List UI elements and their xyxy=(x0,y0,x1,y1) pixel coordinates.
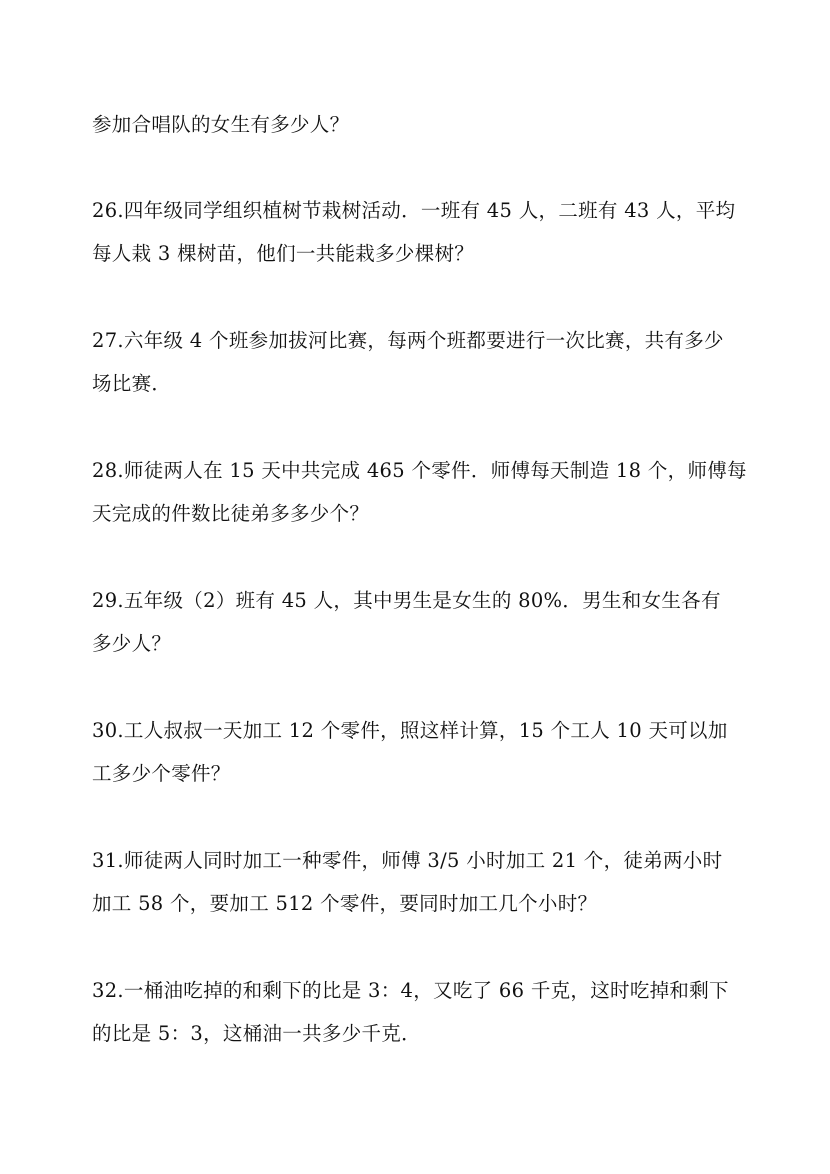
question-continuation xyxy=(92,110,752,153)
question-31 xyxy=(92,846,752,932)
question-30 xyxy=(92,716,752,802)
question-line: 28.师徒两人在 15 天中共完成 465 个零件．师傅每天制造 18 个，师傅每 xyxy=(92,459,747,482)
question-line: 26.四年级同学组织植树节栽树活动．一班有 45 人，二班有 43 人，平均 xyxy=(92,199,736,222)
question-line: 32.一桶油吃掉的和剩下的比是 3：4，又吃了 66 千克，这时吃掉和剩下 xyxy=(92,979,729,1002)
question-line: 场比赛． xyxy=(92,372,172,395)
question-26 xyxy=(92,196,752,282)
question-line: 加工 58 个，要加工 512 个零件，要同时加工几个小时？ xyxy=(92,892,598,915)
question-line: 30.工人叔叔一天加工 12 个零件，照这样计算，15 个工人 10 天可以加 xyxy=(92,719,728,742)
question-line: 的比是 5：3，这桶油一共多少千克． xyxy=(92,1022,421,1045)
question-32 xyxy=(92,976,752,1062)
question-line: 29.五年级（2）班有 45 人，其中男生是女生的 80%．男生和女生各有 xyxy=(92,589,721,612)
question-line: 31.师徒两人同时加工一种零件，师傅 3/5 小时加工 21 个，徒弟两小时 xyxy=(92,849,723,872)
question-line: 多少人？ xyxy=(92,632,172,655)
question-line: 27.六年级 4 个班参加拔河比赛，每两个班都要进行一次比赛，共有多少 xyxy=(92,329,724,352)
question-29 xyxy=(92,586,752,672)
question-line: 工多少个零件？ xyxy=(92,762,231,785)
question-28 xyxy=(92,456,752,542)
question-line: 参加合唱队的女生有多少人？ xyxy=(92,113,350,136)
question-line: 天完成的件数比徒弟多多少个？ xyxy=(92,502,370,525)
question-line: 每人栽 3 棵树苗，他们一共能栽多少棵树？ xyxy=(92,242,475,265)
question-27 xyxy=(92,326,752,412)
